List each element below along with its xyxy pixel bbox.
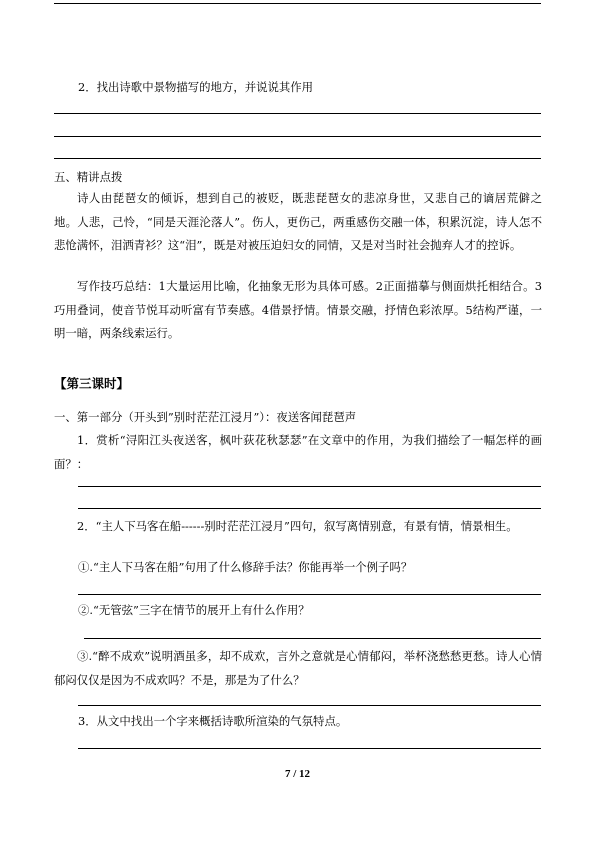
answer-line[interactable] xyxy=(78,748,541,749)
lesson-3-title: 【第三课时】 xyxy=(54,376,130,391)
question-3: 3．从文中找出一个字来概括诗歌所渲染的气氛特点。 xyxy=(78,714,348,728)
answer-line[interactable] xyxy=(54,113,541,114)
part-1-heading: 一、第一部分（开头到”别时茫茫江浸月”）：夜送客闻琵琶声 xyxy=(54,410,357,424)
question-2-find-scenery: 2．找出诗歌中景物描写的地方，并说说其作用 xyxy=(78,80,314,94)
answer-line[interactable] xyxy=(84,638,541,639)
answer-line[interactable] xyxy=(54,136,541,137)
question-2-sub-1: ①.“主人下马客在船”句用了什么修辞手法？你能再举一个例子吗？ xyxy=(78,560,413,574)
answer-line[interactable] xyxy=(78,705,541,706)
page-number: 7 / 12 xyxy=(284,768,311,780)
header-rule xyxy=(54,3,541,4)
question-1: 1．赏析“浔阳江头夜送客，枫叶荻花秋瑟瑟”在文章中的作用，为我们描绘了一幅怎样的画面？： xyxy=(54,433,542,471)
question-2: 2．“主人下马客在船------别时茫茫江浸月”四句，叙写离情别意，有景有情，情景相生。 xyxy=(77,519,518,533)
question-2-sub-2: ②.“无管弦”三字在情节的展开上有什么作用？ xyxy=(78,603,310,617)
section-5-paragraph-analysis: 诗人由琵琶女的倾诉，想到自己的被贬，既悲琵琶女的悲凉身世，又悲自己的谪居荒僻之地。人悲，己怜，“同是天涯沦落人”。伤人，更伤己，两重感伤交融一体，积累沉淀，诗人怎不悲怆满怀，泪洒青衫？这“泪”，既是对被压迫妇女的同情，又是对当时社会抛弃人才的控诉。 xyxy=(54,191,542,252)
answer-line[interactable] xyxy=(78,594,541,595)
section-5-heading: 五、精讲点拨 xyxy=(54,170,123,184)
answer-line[interactable] xyxy=(54,158,541,159)
question-2-sub-3: ③.“醉不成欢”说明酒虽多，却不成欢，言外之意就是心情郁闷，举杯浇愁愁更愁。诗人心情郁闷仅仅是因为不成欢吗？不是，那是为了什么？ xyxy=(54,649,542,687)
answer-line[interactable] xyxy=(78,508,541,509)
answer-line[interactable] xyxy=(78,486,541,487)
section-5-paragraph-techniques: 写作技巧总结：1大量运用比喻，化抽象无形为具体可感。2正面描摹与侧面烘托相结合。3巧用叠词，使音节悦耳动听富有节奏感。4借景抒情。情景交融，抒情色彩浓厚。5结构严谨，一明一暗，两条线索运行。 xyxy=(54,279,542,340)
